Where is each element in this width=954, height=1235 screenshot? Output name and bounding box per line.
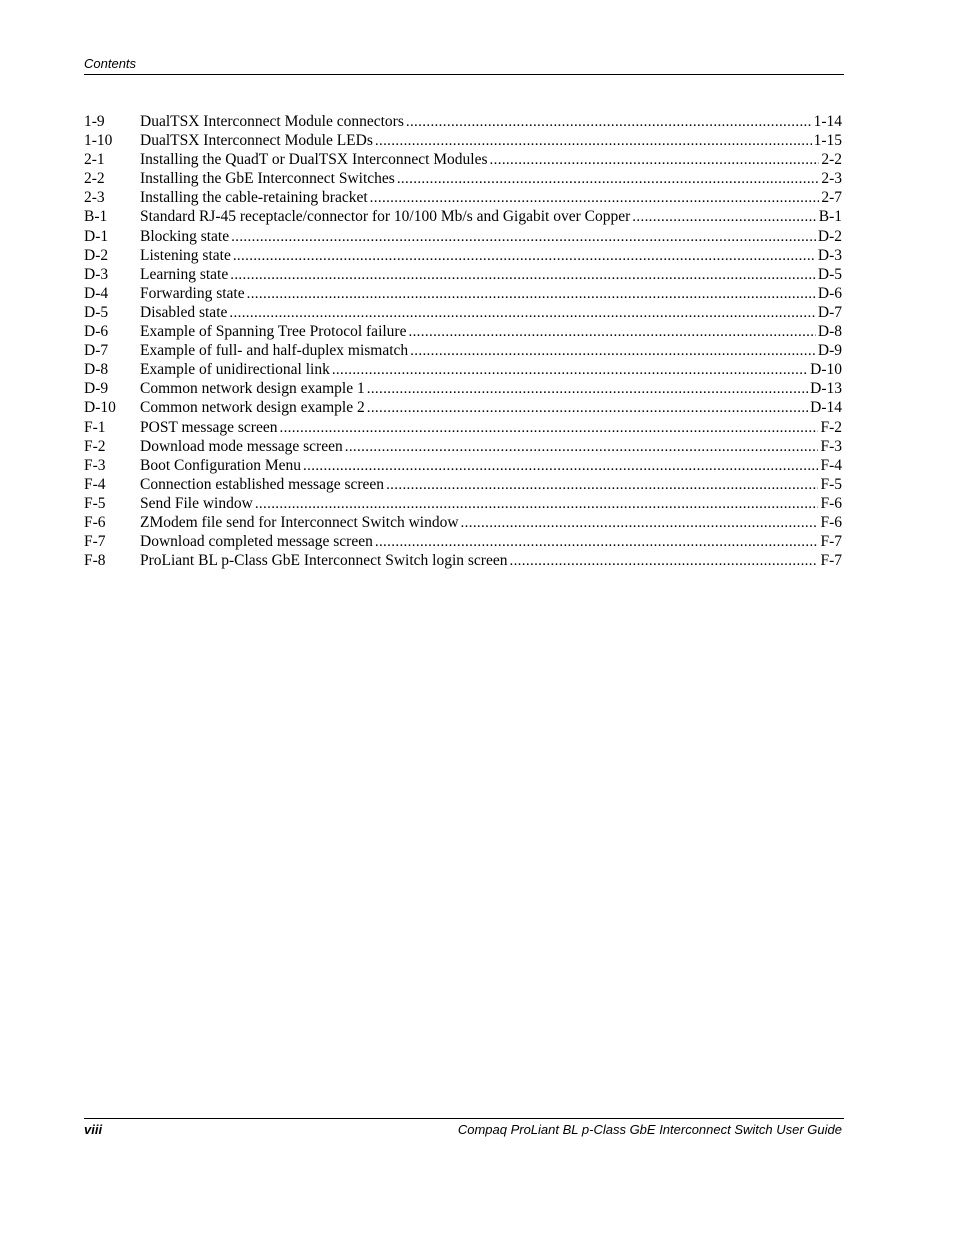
toc-entry[interactable]: [84, 418, 842, 437]
toc-entry-page: 1-15: [813, 132, 842, 150]
toc-entry-title: ZModem file send for Interconnect Switch window: [140, 513, 459, 531]
toc-entry-number: F-3: [84, 456, 106, 474]
toc-entry-body: [140, 513, 842, 533]
toc-entry-body: [140, 112, 842, 132]
toc-entry-page: F-7: [820, 552, 842, 570]
toc-entry-title: Blocking state: [140, 227, 230, 245]
toc-entry-body: [140, 456, 842, 476]
toc-entry-title: ProLiant BL p-Class GbE Interconnect Switch login screen: [140, 552, 508, 570]
toc-entry[interactable]: [84, 188, 842, 207]
toc-entry-page: F-6: [820, 513, 842, 531]
list-of-figures: [84, 112, 842, 570]
toc-entry-page: 1-14: [813, 113, 842, 130]
toc-entry-page: F-6: [820, 494, 842, 512]
toc-dot-leader: [231, 228, 816, 247]
toc-entry-number: D-9: [84, 380, 109, 398]
toc-entry-number: D-4: [84, 284, 109, 302]
toc-entry-title: Common network design example 1: [140, 380, 365, 398]
toc-dot-leader: [509, 552, 818, 571]
toc-entry[interactable]: [84, 551, 842, 570]
toc-entry-number: 1-9: [84, 113, 105, 130]
toc-dot-leader: [229, 304, 816, 323]
toc-entry[interactable]: [84, 131, 842, 150]
toc-entry-body: [140, 379, 842, 399]
toc-entry-body: [140, 551, 842, 571]
toc-entry-body: [140, 418, 842, 438]
toc-dot-leader: [233, 247, 816, 266]
toc-entry-number: F-7: [84, 533, 106, 551]
toc-entry-title: Send File window: [140, 494, 253, 512]
toc-entry-body: [140, 227, 842, 247]
toc-entry-title: Installing the QuadT or DualTSX Interconnect Modules: [140, 151, 488, 169]
toc-entry-page: B-1: [818, 208, 842, 226]
toc-entry-number: F-1: [84, 418, 106, 436]
toc-entry-body: [140, 246, 842, 266]
toc-entry-number: F-6: [84, 513, 106, 531]
toc-entry-number: D-1: [84, 227, 109, 245]
toc-entry-page: D-14: [810, 399, 842, 417]
header-section-title: Contents: [84, 56, 137, 71]
toc-entry-number: F-2: [84, 437, 106, 455]
page-header: [84, 55, 844, 75]
toc-entry-number: 2-1: [84, 151, 105, 169]
toc-dot-leader: [397, 170, 820, 189]
toc-entry-page: F-7: [820, 533, 842, 551]
toc-entry-page: D-3: [817, 246, 842, 264]
toc-entry-body: [140, 322, 842, 342]
toc-entry[interactable]: [84, 169, 842, 188]
toc-entry-number: B-1: [84, 208, 108, 226]
toc-entry[interactable]: [84, 341, 842, 360]
toc-entry-title: Download completed message screen: [140, 533, 373, 551]
toc-entry[interactable]: [84, 475, 842, 494]
toc-entry-title: Forwarding state: [140, 284, 245, 302]
toc-entry-title: DualTSX Interconnect Module LEDs: [140, 132, 373, 150]
toc-entry[interactable]: [84, 513, 842, 532]
toc-entry[interactable]: [84, 150, 842, 169]
toc-entry-body: [140, 150, 842, 170]
toc-entry[interactable]: [84, 265, 842, 284]
toc-entry[interactable]: [84, 360, 842, 379]
toc-dot-leader: [367, 399, 808, 418]
toc-dot-leader: [303, 457, 818, 476]
toc-entry-number: 1-10: [84, 132, 113, 150]
toc-entry-title: Example of unidirectional link: [140, 361, 330, 379]
toc-entry-title: Listening state: [140, 246, 231, 264]
toc-entry-page: D-10: [810, 361, 842, 379]
toc-entry-title: Learning state: [140, 265, 229, 283]
toc-entry-body: [140, 532, 842, 552]
toc-dot-leader: [375, 132, 812, 151]
toc-entry-body: [140, 398, 842, 418]
toc-entry-page: F-2: [820, 418, 842, 436]
toc-entry-number: F-5: [84, 494, 106, 512]
toc-entry-page: 2-2: [821, 151, 842, 169]
toc-dot-leader: [367, 380, 808, 399]
toc-entry-body: [140, 169, 842, 189]
toc-entry-title: Boot Configuration Menu: [140, 456, 302, 474]
toc-entry-title: Installing the cable-retaining bracket: [140, 189, 368, 207]
toc-dot-leader: [461, 514, 819, 533]
toc-entry[interactable]: [84, 112, 842, 131]
toc-entry-number: D-3: [84, 265, 109, 283]
toc-entry-number: D-6: [84, 323, 109, 341]
toc-entry[interactable]: [84, 284, 842, 303]
toc-entry-number: F-4: [84, 475, 106, 493]
toc-dot-leader: [406, 113, 812, 132]
toc-entry-title: Installing the GbE Interconnect Switches: [140, 170, 395, 188]
toc-entry-body: [140, 131, 842, 151]
toc-entry-body: [140, 475, 842, 495]
toc-entry-body: [140, 303, 842, 323]
toc-entry-body: [140, 341, 842, 361]
toc-entry[interactable]: [84, 303, 842, 322]
toc-entry[interactable]: [84, 246, 842, 265]
toc-entry[interactable]: [84, 532, 842, 551]
toc-dot-leader: [370, 189, 820, 208]
toc-entry-number: D-8: [84, 361, 109, 379]
toc-dot-leader: [386, 476, 818, 495]
toc-entry-number: D-7: [84, 342, 109, 360]
toc-entry-page: F-3: [820, 437, 842, 455]
toc-entry[interactable]: [84, 227, 842, 246]
toc-dot-leader: [255, 495, 819, 514]
footer-document-title: Compaq ProLiant BL p-Class GbE Interconnect Switch User Guide: [457, 1122, 842, 1137]
toc-entry-page: 2-3: [821, 170, 842, 188]
toc-entry-title: Disabled state: [140, 303, 228, 321]
toc-entry-number: 2-3: [84, 189, 105, 207]
toc-entry-page: 2-7: [821, 189, 842, 207]
toc-entry[interactable]: [84, 379, 842, 398]
toc-dot-leader: [345, 438, 819, 457]
toc-entry-body: [140, 494, 842, 514]
toc-entry-page: D-2: [817, 227, 842, 245]
toc-entry[interactable]: [84, 456, 842, 475]
toc-entry[interactable]: [84, 322, 842, 341]
toc-entry-number: 2-2: [84, 170, 105, 188]
toc-entry-body: [140, 437, 842, 457]
toc-entry-page: F-4: [820, 456, 842, 474]
toc-entry-number: D-10: [84, 399, 116, 417]
toc-dot-leader: [408, 323, 815, 342]
toc-entry-body: [140, 265, 842, 285]
toc-entry-title: Common network design example 2: [140, 399, 365, 417]
toc-dot-leader: [230, 266, 816, 285]
toc-entry-body: [140, 284, 842, 304]
page-footer: [84, 1118, 844, 1141]
toc-entry-page: D-7: [817, 303, 842, 321]
toc-dot-leader: [632, 208, 816, 227]
toc-entry-page: D-5: [817, 265, 842, 283]
toc-entry-body: [140, 360, 842, 380]
toc-entry[interactable]: [84, 437, 842, 456]
toc-entry-page: D-13: [810, 380, 842, 398]
toc-entry-page: D-6: [817, 284, 842, 302]
toc-entry-body: [140, 207, 842, 227]
toc-entry-number: F-8: [84, 552, 106, 570]
toc-entry[interactable]: [84, 398, 842, 417]
footer-page-number: viii: [84, 1122, 103, 1137]
toc-entry-page: D-8: [817, 323, 842, 341]
toc-dot-leader: [247, 285, 816, 304]
toc-entry-title: POST message screen: [140, 418, 278, 436]
toc-entry-title: DualTSX Interconnect Module connectors: [140, 113, 404, 130]
toc-dot-leader: [279, 419, 818, 438]
toc-entry-page: F-5: [820, 475, 842, 493]
toc-entry-title: Standard RJ-45 receptacle/connector for 10/100 Mb/s and Gigabit over Copper: [140, 208, 631, 226]
toc-entry-number: D-2: [84, 246, 109, 264]
toc-entry-number: D-5: [84, 303, 109, 321]
toc-entry-page: D-9: [817, 342, 842, 360]
toc-dot-leader: [375, 533, 819, 552]
toc-entry[interactable]: [84, 207, 842, 226]
toc-dot-leader: [332, 361, 808, 380]
toc-entry-title: Connection established message screen: [140, 475, 385, 493]
toc-entry[interactable]: [84, 494, 842, 513]
toc-entry-body: [140, 188, 842, 208]
toc-dot-leader: [490, 151, 820, 170]
toc-entry-title: Download mode message screen: [140, 437, 343, 455]
toc-entry-title: Example of Spanning Tree Protocol failure: [140, 323, 407, 341]
toc-entry-title: Example of full- and half-duplex mismatch: [140, 342, 409, 360]
toc-dot-leader: [410, 342, 816, 361]
